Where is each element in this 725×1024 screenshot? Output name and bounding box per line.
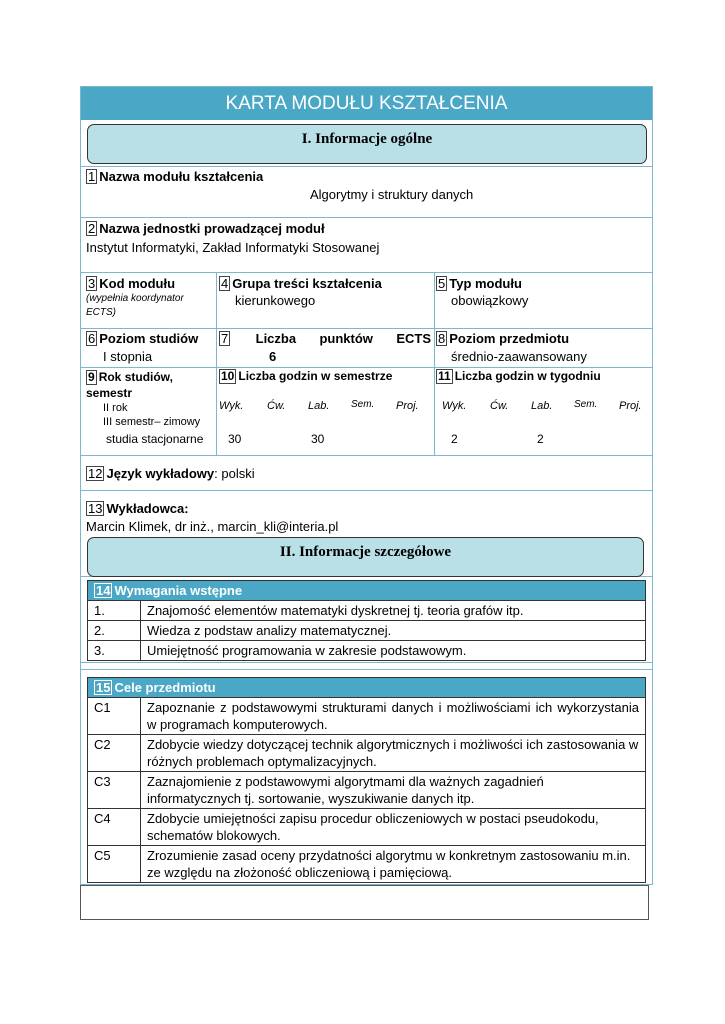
requirements-table	[87, 580, 646, 661]
table-row	[88, 846, 646, 883]
label-text: Wymagania wstępne	[114, 583, 243, 598]
row-id: C1	[88, 698, 141, 735]
row-text: Zrozumienie zasad oceny przydatności algorytmu w konkretnym zastosowaniu m.in. ze względu na złożoność obliczeniową i pamięciową.	[141, 846, 646, 883]
table-row	[88, 735, 646, 772]
semester-hours-cw: 30	[311, 432, 325, 446]
label-text: Liczba godzin w tygodniu	[454, 369, 601, 383]
field-code-label	[86, 276, 175, 291]
field-number: 6	[88, 331, 96, 346]
col-wyk: Wyk.	[442, 400, 467, 412]
label-text: Liczba	[255, 331, 297, 346]
field-course-level-label	[436, 331, 569, 346]
label-text: Cele przedmiotu	[114, 680, 216, 695]
field-code-note: (wypełnia koordynator ECTS)	[86, 293, 184, 318]
field-group-label	[219, 276, 382, 291]
field-lecturer-value: Marcin Klimek, dr inż., marcin_kli@interia.pl	[86, 519, 339, 534]
field-number: 4	[221, 276, 229, 291]
col-cw: Ćw.	[490, 400, 509, 412]
col-lab: Lab.	[531, 400, 553, 412]
field-number: 1	[88, 169, 96, 184]
label-text: Język wykładowy	[106, 466, 215, 481]
field-ects-value: 6	[269, 349, 277, 364]
table-header-row	[88, 581, 646, 601]
label-text: Wykładowca:	[106, 501, 189, 516]
row-text: Umiejętność programowania w zakresie podstawowym.	[141, 641, 646, 661]
row-id: C3	[88, 772, 141, 809]
table-row	[88, 601, 646, 621]
field-number: 15	[96, 680, 111, 695]
requirements-header	[88, 581, 646, 601]
col-proj: Proj.	[396, 400, 419, 412]
table-row	[88, 621, 646, 641]
field-module-name-label	[86, 169, 263, 184]
col-cw: Ćw.	[267, 400, 286, 412]
objectives-header	[88, 678, 646, 698]
divider	[80, 367, 653, 368]
label-text: Poziom przedmiotu	[449, 331, 570, 346]
field-course-level-value: średnio-zaawansowany	[451, 349, 587, 364]
column-divider	[216, 272, 217, 455]
label-text: Nazwa modułu kształcenia	[99, 169, 264, 184]
field-number: 11	[438, 369, 451, 383]
col-lab: Lab.	[308, 400, 330, 412]
divider	[80, 217, 653, 218]
field-number: 7	[221, 331, 229, 346]
field-year-label	[86, 369, 214, 401]
divider	[80, 166, 653, 167]
col-proj: Proj.	[619, 400, 642, 412]
label-text: punktów	[319, 331, 373, 346]
section-general-title: I. Informacje ogólne	[301, 131, 433, 147]
row-id: C2	[88, 735, 141, 772]
divider	[80, 272, 653, 273]
column-divider	[434, 272, 435, 455]
row-id: 3.	[88, 641, 141, 661]
label-text: Nazwa jednostki prowadzącej moduł	[99, 221, 325, 236]
semester-hours-wyk: 30	[228, 432, 242, 446]
field-number: 12	[88, 466, 103, 481]
field-number: 14	[96, 583, 111, 598]
row-text: Zdobycie umiejętności zapisu procedur obliczeniowych w postaci pseudokodu, schematów blokowych.	[141, 809, 646, 846]
weekly-hours-wyk: 2	[451, 432, 458, 446]
weekly-hours-cw: 2	[537, 432, 544, 446]
label-text: Typ modułu	[449, 276, 522, 291]
field-number: 13	[88, 501, 103, 516]
row-text: Wiedza z podstaw analizy matematycznej.	[141, 621, 646, 641]
table-header-row	[88, 678, 646, 698]
field-number: 9	[88, 370, 95, 384]
label-text: Poziom studiów	[99, 331, 199, 346]
divider	[80, 455, 653, 456]
page-title: KARTA MODUŁU KSZTAŁCENIA	[81, 87, 652, 120]
field-number: 3	[88, 276, 96, 291]
table-row	[88, 698, 646, 735]
field-ects-label	[219, 331, 431, 346]
table-row	[88, 809, 646, 846]
row-id: 1.	[88, 601, 141, 621]
table-row	[88, 772, 646, 809]
field-semester-value: III semestr– zimowy	[103, 416, 201, 428]
field-number: 5	[438, 276, 446, 291]
label-text: Grupa treści kształcenia	[232, 276, 382, 291]
label-text: ECTS	[396, 331, 431, 346]
field-level-label	[86, 331, 198, 346]
row-id: C4	[88, 809, 141, 846]
row-text: Zdobycie wiedzy dotyczącej technik algorytmicznych i możliwości ich zastosowania w różnych problemach optymalizacyjnych.	[141, 735, 646, 772]
field-unit-label	[86, 221, 325, 236]
label-text: Kod modułu	[99, 276, 176, 291]
field-year-value: II rok	[103, 402, 128, 414]
row-id: 2.	[88, 621, 141, 641]
section-detailed-title: II. Informacje szczegółowe	[279, 544, 452, 560]
field-study-mode: studia stacjonarne	[106, 432, 204, 446]
section-general-header	[87, 124, 647, 164]
divider	[80, 669, 653, 670]
field-type-value: obowiązkowy	[451, 293, 529, 308]
field-number: 2	[88, 221, 96, 236]
col-wyk: Wyk.	[219, 400, 244, 412]
divider	[80, 490, 653, 491]
field-language-value: : polski	[214, 466, 255, 481]
row-text: Znajomość elementów matematyki dyskretnej tj. teoria grafów itp.	[141, 601, 646, 621]
field-module-name-value: Algorytmy i struktury danych	[310, 187, 474, 202]
section-detailed-header	[87, 537, 644, 577]
field-level-value: I stopnia	[103, 349, 153, 364]
empty-field-box	[80, 885, 649, 920]
field-weekly-hours-label	[436, 369, 601, 384]
divider	[80, 328, 653, 329]
row-id: C5	[88, 846, 141, 883]
col-sem: Sem.	[351, 399, 375, 410]
field-group-value: kierunkowego	[235, 293, 316, 308]
objectives-table	[87, 677, 646, 883]
row-text: Zapoznanie z podstawowymi strukturami danych i możliwościami ich wykorzystania w programach komputerowych.	[141, 698, 646, 735]
field-type-label	[436, 276, 522, 291]
field-semester-hours-label	[219, 369, 392, 384]
label-text: Rok studiów, semestr	[86, 370, 173, 400]
field-number: 8	[438, 331, 446, 346]
row-text: Zaznajomienie z podstawowymi algorytmami dla ważnych zagadnień informatycznych tj. sortowanie, wyszukiwanie danych itp.	[141, 772, 646, 809]
col-sem: Sem.	[574, 399, 598, 410]
field-unit-value: Instytut Informatyki, Zakład Informatyki Stosowanej	[86, 240, 380, 255]
field-lecturer-label	[86, 501, 189, 516]
divider	[80, 662, 653, 663]
field-number: 10	[221, 369, 235, 383]
field-language	[86, 466, 255, 481]
table-row	[88, 641, 646, 661]
label-text: Liczba godzin w semestrze	[238, 369, 393, 383]
